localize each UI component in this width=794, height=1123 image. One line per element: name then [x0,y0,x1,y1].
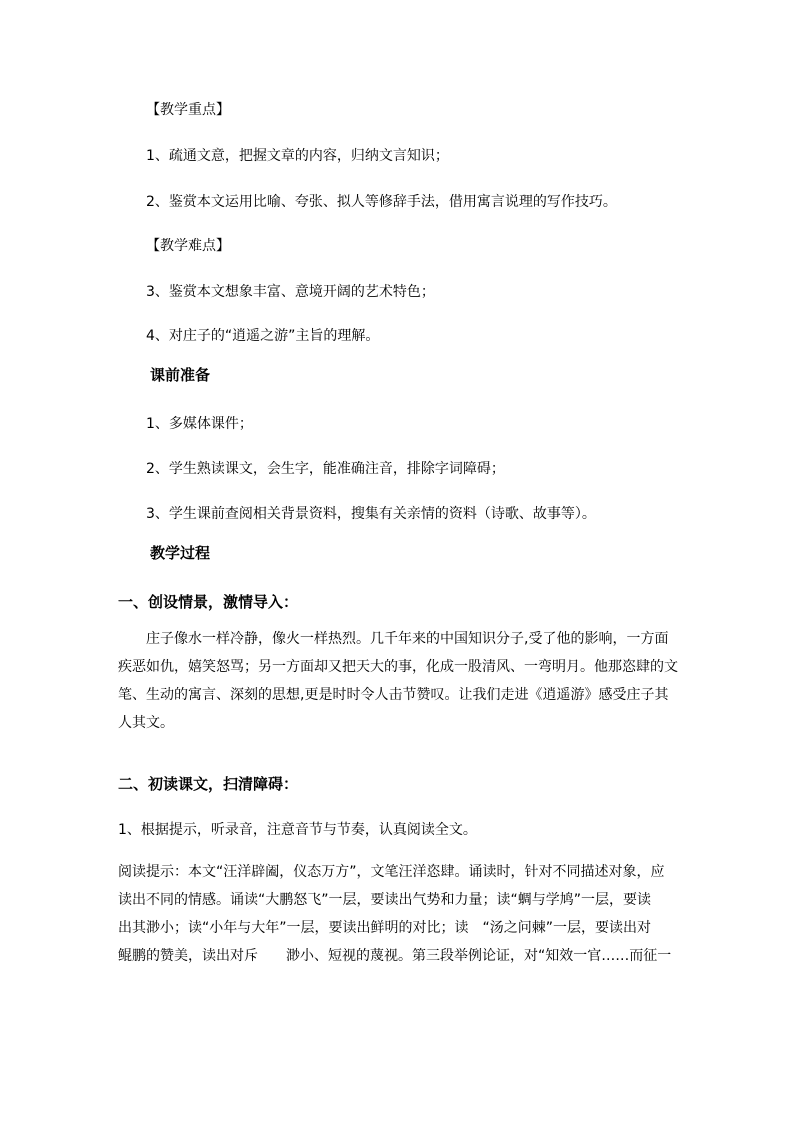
section1-paragraph [118,625,680,737]
reading-tip-paragraph [118,858,680,970]
section1-line: 人其文。 [118,715,174,731]
key-points-heading: 【教学重点】 [146,102,230,118]
preparation-item-3: 3、学生课前查阅相关背景资料，搜集有关亲情的资料（诗歌、故事等）。 [146,506,596,522]
preparation-item-2: 2、学生熟读课文，会生字，能准确注音，排除字词障碍； [146,461,505,477]
reading-tip-line: 出其渺小；读“小年与大年”一层，要读出鲜明的对比；读 “汤之问棘”一层，要读出对 [118,920,652,936]
key-point-item-1: 1、疏通文意，把握文章的内容，归纳文言知识； [146,148,449,164]
preparation-heading: 课前准备 [150,366,211,384]
key-point-item-2: 2、鉴赏本文运用比喻、夸张、拟人等修辞手法，借用寓言说理的写作技巧。 [146,194,617,210]
section2-heading: 二、初读课文，扫清障碍： [118,775,299,793]
process-heading: 教学过程 [150,544,211,562]
reading-tip-line: 读出不同的情感。诵读“大鹏怒飞”一层，要读出气势和力量；读“蜩与学鸠”一层，要读 [118,892,652,908]
difficulties-heading: 【教学难点】 [146,238,230,254]
preparation-item-1: 1、多媒体课件； [146,416,253,432]
difficulty-item-3: 3、鉴赏本文想象丰富、意境开阔的艺术特色； [146,284,435,300]
reading-tip-line: 鲲鹏的赞美，读出对斥 渺小、短视的蔑视。第三段举例论证，对“知效一官……而征一 [118,948,672,964]
section1-line: 笔、生动的寓言、深刻的思想,更是时时令人击节赞叹。让我们走进《逍遥游》感受庄子其 [118,687,669,703]
difficulty-item-4: 4、对庄子的“逍遥之游”主旨的理解。 [146,328,380,344]
section1-line: 庄子像水一样冷静，像火一样热烈。几千年来的中国知识分子,受了他的影响，一方面 [118,631,669,647]
section2-step1: 1、根据提示，听录音，注意音节与节奏，认真阅读全文。 [118,822,477,838]
section1-line: 疾恶如仇，嬉笑怒骂；另一方面却又把天大的事，化成一股清风、一弯明月。他那恣肆的文 [118,659,678,675]
section1-heading: 一、创设情景，激情导入： [118,593,299,611]
reading-tip-line: 阅读提示：本文“汪洋辟阖，仪态万方”，文笔汪洋恣肆。诵读时，针对不同描述对象，应 [118,864,665,880]
